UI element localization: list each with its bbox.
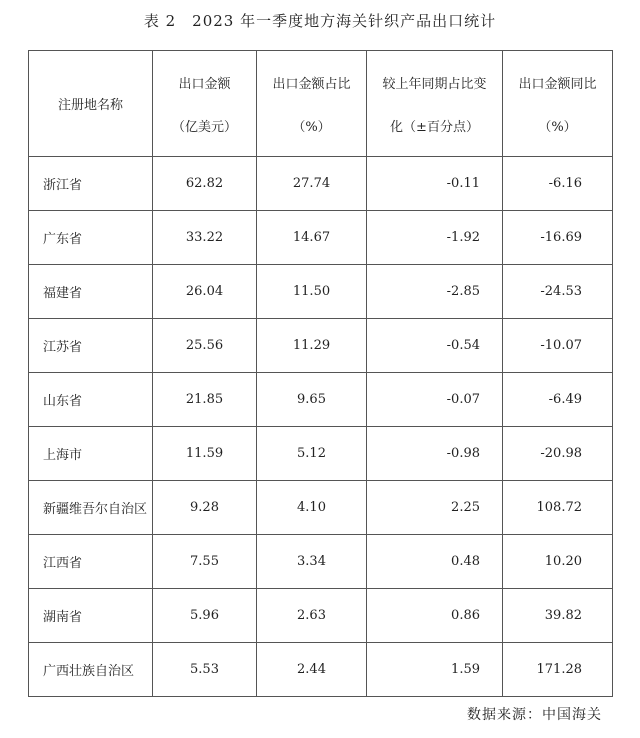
table-row (29, 427, 613, 481)
cell-yoy: 108.72 (503, 481, 613, 535)
cell-amount: 9.28 (153, 481, 257, 535)
header-change (367, 51, 503, 157)
cell-region: 上海市 (29, 427, 153, 481)
cell-yoy: -6.16 (503, 157, 613, 211)
header-yoy-unit: （%） (538, 119, 577, 135)
header-yoy (503, 51, 613, 157)
cell-region: 广东省 (29, 211, 153, 265)
cell-change: -1.92 (367, 211, 503, 265)
header-change-label: 较上年同期占比变 (382, 76, 487, 92)
header-share-label: 出口金额占比 (272, 76, 351, 92)
header-amount-unit: （亿美元） (171, 119, 237, 135)
cell-share: 9.65 (257, 373, 367, 427)
cell-amount: 26.04 (153, 265, 257, 319)
header-region: 注册地名称 (29, 51, 153, 157)
cell-share: 2.63 (257, 589, 367, 643)
table-row (29, 373, 613, 427)
header-share (257, 51, 367, 157)
header-change-unit: 化（±百分点） (390, 119, 479, 135)
cell-region: 山东省 (29, 373, 153, 427)
cell-yoy: -20.98 (503, 427, 613, 481)
table-row (29, 265, 613, 319)
cell-change: -0.98 (367, 427, 503, 481)
cell-region: 福建省 (29, 265, 153, 319)
header-share-unit: （%） (292, 119, 331, 135)
cell-share: 11.50 (257, 265, 367, 319)
table-header-row (29, 51, 613, 157)
cell-amount: 62.82 (153, 157, 257, 211)
cell-share: 14.67 (257, 211, 367, 265)
cell-change: -0.07 (367, 373, 503, 427)
cell-change: -0.11 (367, 157, 503, 211)
table-row (29, 589, 613, 643)
cell-region: 新疆维吾尔自治区 (29, 481, 153, 535)
cell-change: -0.54 (367, 319, 503, 373)
cell-yoy: -10.07 (503, 319, 613, 373)
cell-region: 浙江省 (29, 157, 153, 211)
cell-share: 4.10 (257, 481, 367, 535)
header-yoy-label: 出口金额同比 (518, 76, 597, 92)
table-row (29, 481, 613, 535)
cell-region: 江苏省 (29, 319, 153, 373)
cell-amount: 5.53 (153, 643, 257, 697)
table-title: 表 2 2023 年一季度地方海关针织产品出口统计 (143, 12, 497, 30)
cell-share: 27.74 (257, 157, 367, 211)
cell-amount: 33.22 (153, 211, 257, 265)
cell-amount: 25.56 (153, 319, 257, 373)
header-amount-label: 出口金额 (178, 76, 231, 92)
data-source-note: 数据来源：中国海关 (467, 707, 602, 723)
cell-region: 广西壮族自治区 (29, 643, 153, 697)
cell-yoy: -6.49 (503, 373, 613, 427)
cell-region: 江西省 (29, 535, 153, 589)
cell-yoy: -16.69 (503, 211, 613, 265)
table-row (29, 211, 613, 265)
cell-change: 0.86 (367, 589, 503, 643)
cell-yoy: 10.20 (503, 535, 613, 589)
cell-share: 5.12 (257, 427, 367, 481)
export-statistics-table (28, 50, 613, 697)
header-amount (153, 51, 257, 157)
cell-change: -2.85 (367, 265, 503, 319)
table-row (29, 535, 613, 589)
cell-amount: 11.59 (153, 427, 257, 481)
cell-change: 1.59 (367, 643, 503, 697)
cell-change: 0.48 (367, 535, 503, 589)
cell-amount: 7.55 (153, 535, 257, 589)
cell-yoy: 39.82 (503, 589, 613, 643)
cell-share: 3.34 (257, 535, 367, 589)
cell-share: 2.44 (257, 643, 367, 697)
cell-amount: 5.96 (153, 589, 257, 643)
cell-change: 2.25 (367, 481, 503, 535)
table-row (29, 643, 613, 697)
cell-amount: 21.85 (153, 373, 257, 427)
cell-yoy: -24.53 (503, 265, 613, 319)
table-row (29, 157, 613, 211)
cell-share: 11.29 (257, 319, 367, 373)
table-row (29, 319, 613, 373)
cell-region: 湖南省 (29, 589, 153, 643)
cell-yoy: 171.28 (503, 643, 613, 697)
